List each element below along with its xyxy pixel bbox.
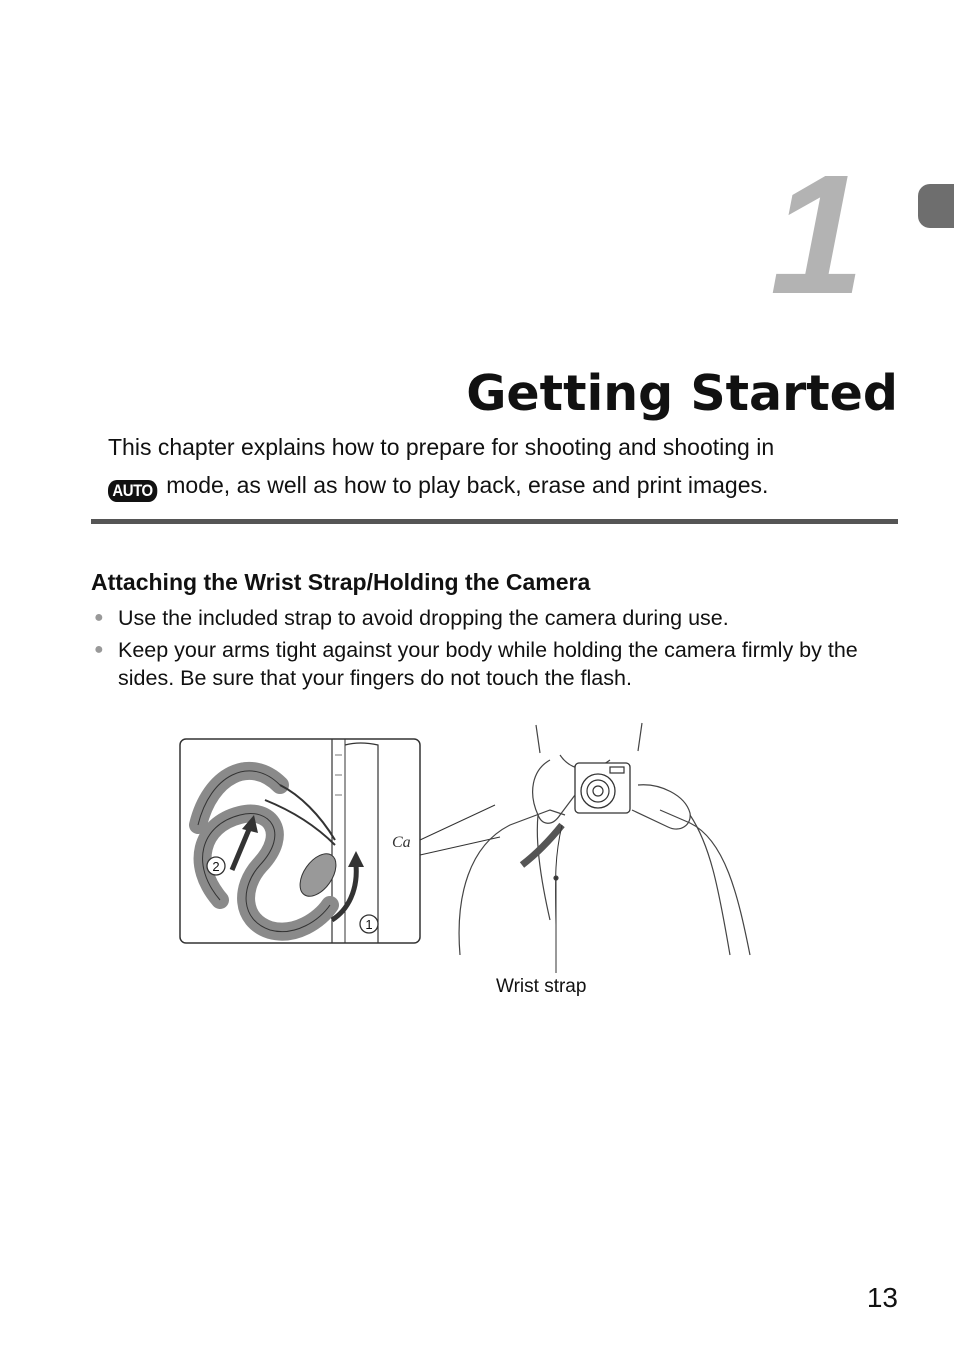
step-marker-1	[360, 915, 378, 933]
chapter-divider	[91, 519, 898, 524]
intro-line-1: This chapter explains how to prepare for shooting and shooting in	[108, 434, 775, 460]
list-item: ● Use the included strap to avoid dropping the camera during use.	[94, 606, 729, 630]
wrist-strap-illustration	[170, 715, 770, 975]
camera-logo: Ca	[392, 834, 411, 851]
chapter-tab	[918, 184, 954, 228]
strap-attach-inset	[180, 739, 420, 943]
bullet-icon: ●	[94, 609, 104, 626]
chapter-title: Getting Started	[466, 365, 898, 422]
svg-text:2: 2	[212, 859, 220, 874]
chapter-number: 1	[770, 140, 861, 330]
svg-text:1: 1	[365, 917, 373, 932]
section-heading: Attaching the Wrist Strap/Holding the Camera	[91, 569, 591, 595]
list-item: ● Keep your arms tight against your body while holding the camera firmly by the sides. Be sure that your fingers do not touch the flash.	[94, 638, 858, 690]
person-holding-camera	[459, 723, 750, 955]
intro-line-2: mode, as well as how to play back, erase and print images.	[159, 472, 769, 498]
bullet-icon: ●	[94, 641, 104, 658]
step-marker-2	[207, 857, 225, 875]
auto-mode-icon: AUTO	[108, 480, 157, 502]
wrist-strap-label: Wrist strap	[496, 976, 587, 997]
chapter-intro	[108, 428, 908, 504]
bullet-list	[91, 604, 901, 696]
page-number: 13	[866, 1282, 898, 1313]
